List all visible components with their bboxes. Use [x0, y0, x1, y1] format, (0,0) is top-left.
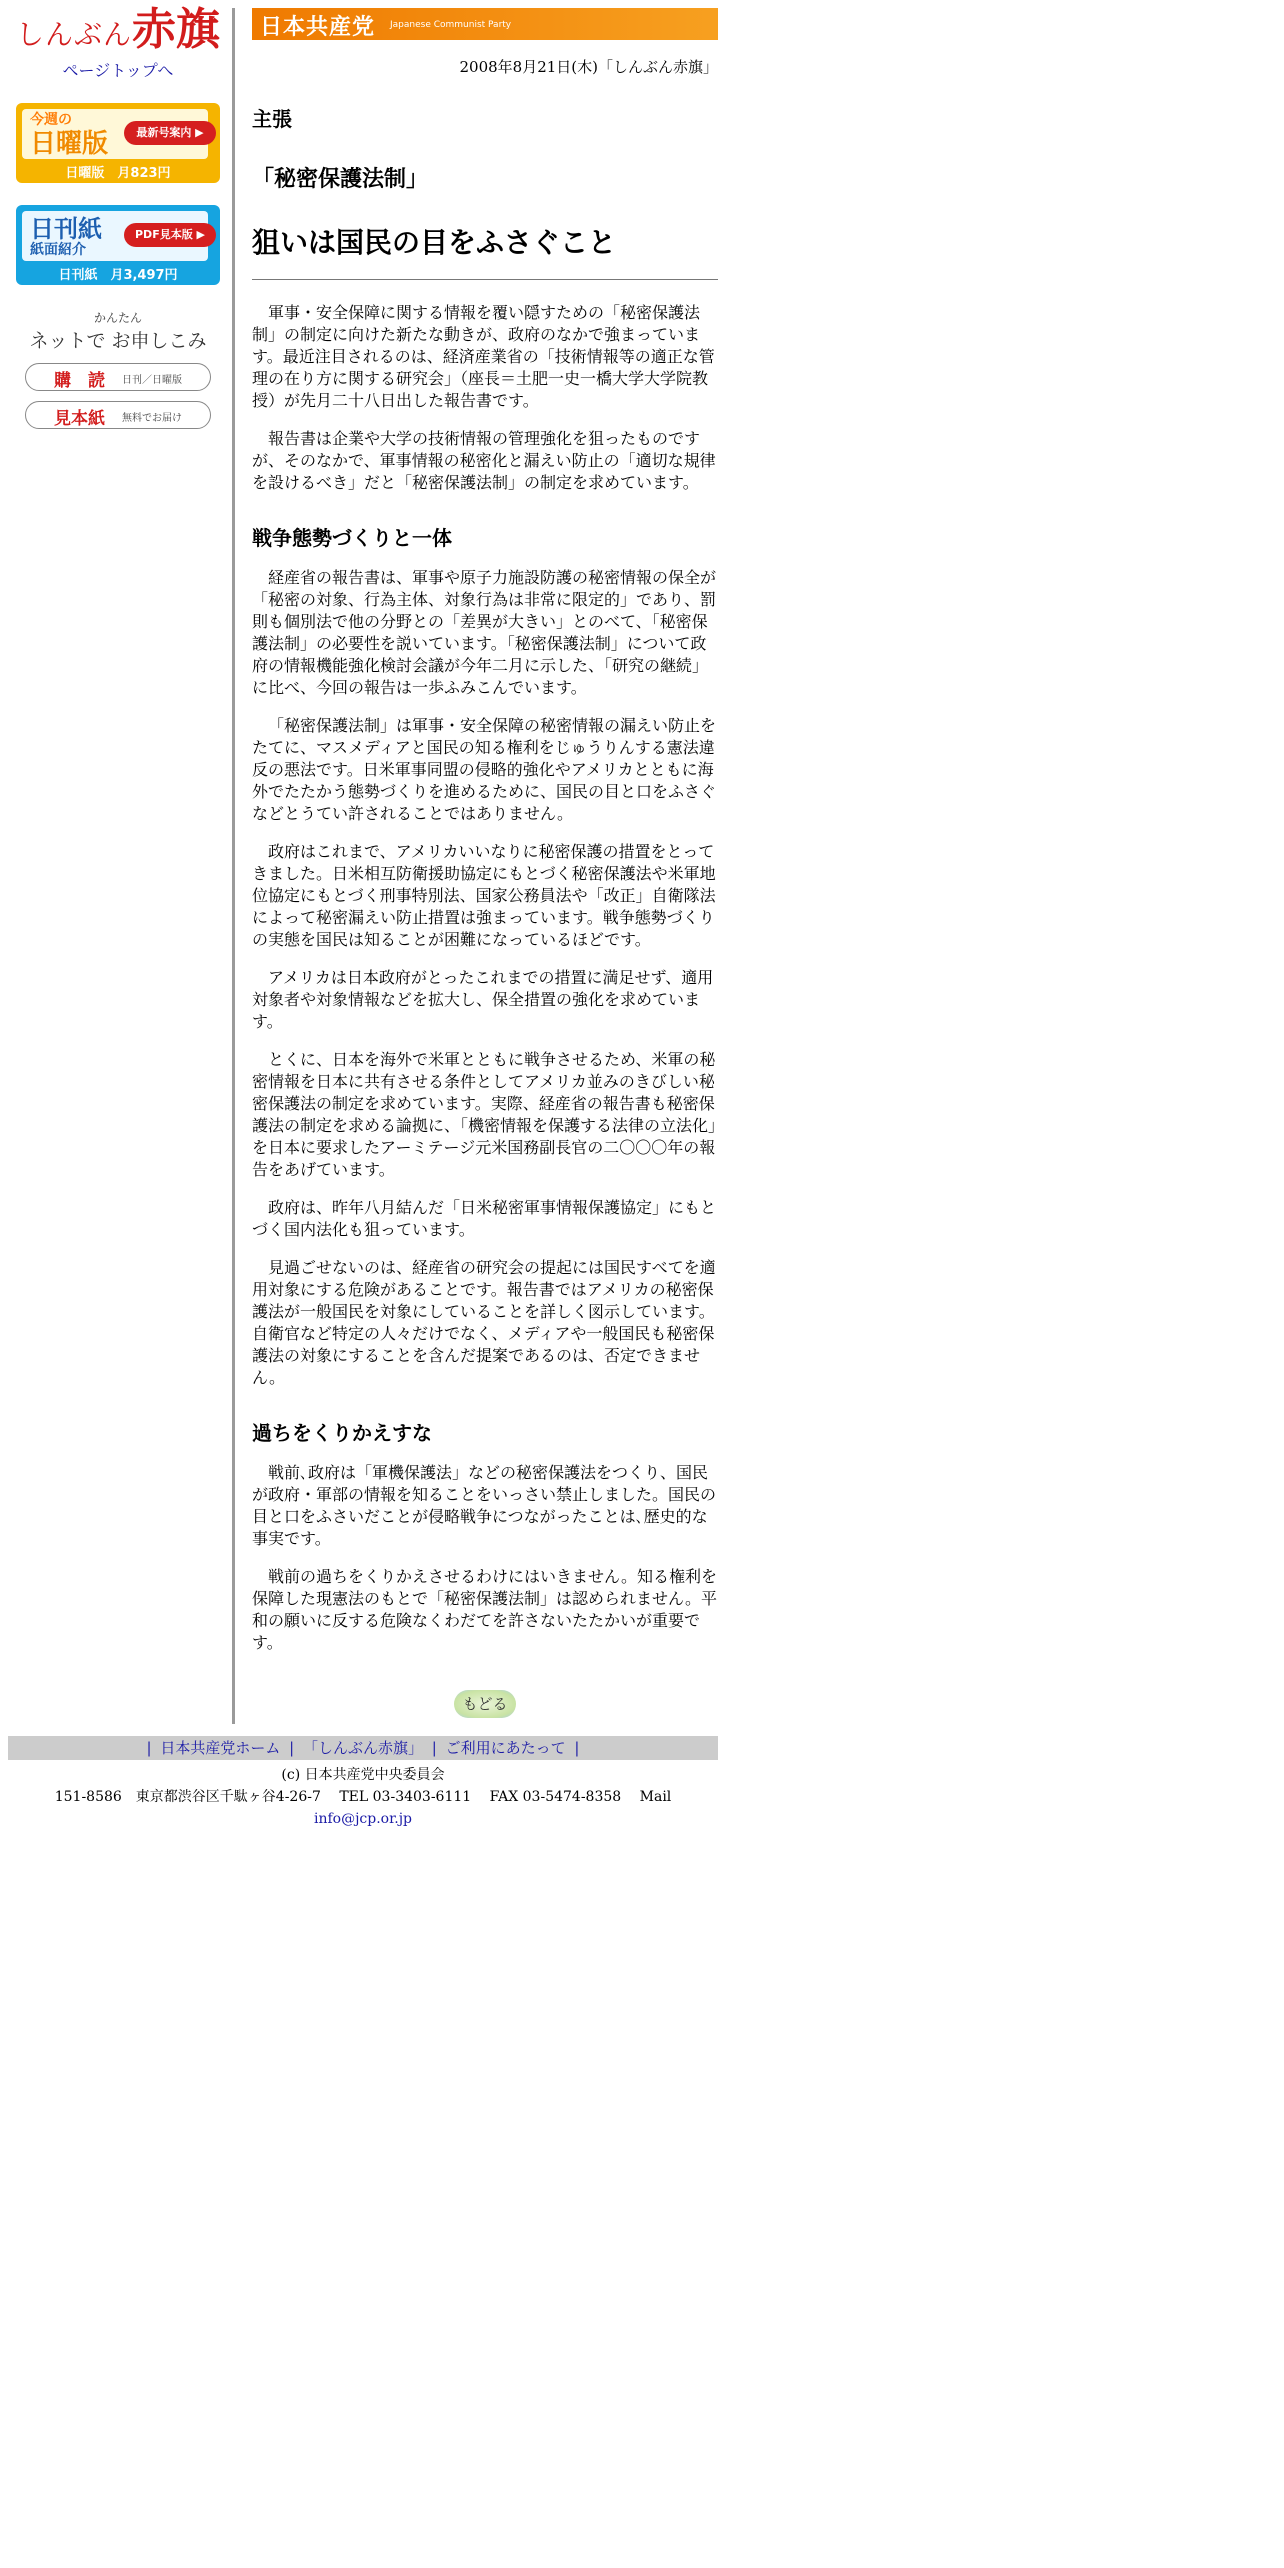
latest-issue-button[interactable]: 最新号案内 ▶: [124, 121, 216, 145]
section-heading: 過ちをくりかえすな: [252, 1421, 432, 1445]
paragraph: 軍事・安全保障に関する情報を覆い隠すための「秘密保護法制」の制定に向けた新たな動きが、政府のなかで強まっています。最近注目されるのは、経済産業省の「技術情報等の適正な管理の在り方に関する研究会」（座長＝土肥一史一橋大学大学院教授）が先月二十八日出した報告書です。: [252, 303, 715, 410]
footer-link-jcp-home[interactable]: 日本共産党ホーム: [160, 1739, 281, 1757]
sunday-banner-line2: 日曜版: [30, 129, 109, 159]
party-name: 日本共産党: [260, 15, 376, 40]
address-line: [8, 1786, 718, 1830]
jcp-header-banner[interactable]: [252, 8, 718, 40]
party-name-en: Japanese Communist Party: [390, 20, 512, 30]
editorial-label: 主張: [252, 107, 292, 131]
mail-link[interactable]: info@jcp.or.jp: [313, 1811, 413, 1827]
daily-banner-line2: 紙面紹介: [30, 242, 86, 258]
subscribe-label: 購 読: [54, 371, 105, 391]
sample-label: 見本紙: [54, 409, 105, 429]
footer-separator: |: [289, 1739, 295, 1757]
paragraph: とくに、日本を海外で米軍とともに戦争させるため、米軍の秘密情報を日本に共有させる条件としてアメリカ並みのきびしい秘密保護法の制定を求めています。実際、経産省の報告書も秘密保護法の制定を求める論拠に、「機密情報を保護する法律の立法化」を日本に要求したアーミテージ元米国務副長官の二〇〇〇年の報告をあげています。: [252, 1050, 717, 1179]
paragraph: 政府は、昨年八月結んだ「日米秘密軍事情報保護協定」にもとづく国内法化も狙っています。: [252, 1198, 717, 1239]
paragraph: アメリカは日本政府がとったこれまでの措置に満足せず、適用対象者や対象情報などを拡大し、保全措置の強化を求めています。: [252, 968, 714, 1031]
copyright: (c) 日本共産党中央委員会: [281, 1767, 445, 1783]
easy-label: かんたん: [93, 311, 142, 325]
paragraph: 「秘密保護法制」は軍事・安全保障の秘密情報の漏えい防止をたてに、マスメディアと国民の知る権利をじゅうりんする憲法違反の悪法です。日米軍事同盟の侵略的強化やアメリカとともに海外でたたかう態勢づくりを進めるために、国民の目と口をふさぐなどとうてい許されることではありません。: [252, 716, 717, 823]
apply-online-label: ネットで お申しこみ: [29, 330, 207, 352]
footer-separator: |: [574, 1739, 580, 1757]
sunday-edition-banner[interactable]: [16, 103, 220, 183]
logo-text-shinbun: しんぶん: [15, 18, 132, 51]
back-button[interactable]: もどる: [454, 1690, 516, 1718]
subscribe-note: 日刊／日曜版: [122, 375, 182, 386]
dateline: 2008年8月21日(木)「しんぶん赤旗」: [459, 58, 718, 76]
online-apply-heading: [8, 309, 228, 353]
address-text: 151-8586 東京都渋谷区千駄ヶ谷4-26-7 TEL 03-3403-6111 FAX 03-5474-8358 Mail: [54, 1789, 672, 1805]
paragraph: 報告書は企業や大学の技術情報の管理強化を狙ったものですが、そのなかで、軍事情報の秘密化と漏えい防止の「適切な規律を設けるべき」だと「秘密保護法制」の制定を求めています。: [252, 429, 716, 492]
footer-separator: |: [431, 1739, 437, 1757]
footer-link-akahata[interactable]: 「しんぶん赤旗」: [302, 1739, 423, 1757]
sidebar: [8, 4, 228, 429]
sample-note: 無料でお届け: [122, 413, 182, 424]
footer-link-terms[interactable]: ご利用にあたって: [445, 1739, 566, 1757]
footer-separator: |: [146, 1739, 152, 1757]
paragraph: 経産省の報告書は、軍事や原子力施設防護の秘密情報の保全が「秘密の対象、行為主体、対象行為は非常に限定的」であり、罰則も個別法で他の分野との「差異が大きい」とのべて、「秘密保護法制」の必要性を説いています。「秘密保護法制」について政府の情報機能強化検討会議が今年二月に示した、「研究の継続」に比べ、今回の報告は一歩ふみこんでいます。: [252, 568, 717, 697]
main-content: [252, 8, 718, 1718]
title-rule: [252, 279, 718, 280]
paragraph: 戦前､政府は「軍機保護法」などの秘密保護法をつくり、国民が政府・軍部の情報を知ることをいっさい禁止しました。国民の目と口をふさいだことが侵略戦争につながったことは､歴史的な事実です。: [252, 1463, 717, 1548]
section-heading: 戦争態勢づくりと一体: [252, 526, 452, 550]
page-top-link[interactable]: ページトップへ: [62, 61, 174, 80]
daily-edition-banner[interactable]: [16, 205, 220, 285]
paragraph: 戦前の過ちをくりかえさせるわけにはいきません。知る権利を保障した現憲法のもとで「秘密保護法制」は認められません。平和の願いに反する危険なくわだてを許さないたたかいが重要です。: [252, 1567, 717, 1652]
pdf-sample-button[interactable]: PDF見本版 ▶: [124, 223, 216, 247]
daily-banner-line1: 日刊紙: [30, 215, 102, 243]
footer-nav: [8, 1736, 718, 1760]
article-title: 狙いは国民の目をふさぐこと: [252, 226, 617, 259]
paragraph: 政府はこれまで、アメリカいいなりに秘密保護の措置をとってきました。日米相互防衛援助協定にもとづく秘密保護法や米軍地位協定にもとづく刑事特別法、国家公務員法や「改正」自衛隊法によって秘密漏えい防止措置は強まっています。戦争態勢づくりの実態を国民は知ることが困難になっているほどです。: [252, 842, 716, 949]
logo-text-akahata: 赤旗: [132, 4, 220, 55]
sunday-price: 日曜版 月823円: [65, 166, 171, 181]
sidebar-divider: [232, 8, 235, 1724]
article-subtitle: 「秘密保護法制」: [252, 167, 429, 192]
daily-price: 日刊紙 月3,497円: [58, 268, 178, 283]
footer-info: [8, 1764, 718, 1830]
sunday-banner-line1: 今週の: [30, 112, 72, 128]
free-sample-button[interactable]: [25, 401, 211, 429]
subscribe-button[interactable]: [25, 363, 211, 391]
paragraph: 見過ごせないのは、経産省の研究会の提起には国民すべてを適用対象にする危険があることです。報告書ではアメリカの秘密保護法が一般国民を対象にしていることを詳しく図示しています。自衛官など特定の人々だけでなく、メディアや一般国民も秘密保護法の対象にすることを含んだ提案であるのは、否定できません。: [252, 1258, 716, 1387]
akahata-logo-link[interactable]: [12, 4, 224, 55]
